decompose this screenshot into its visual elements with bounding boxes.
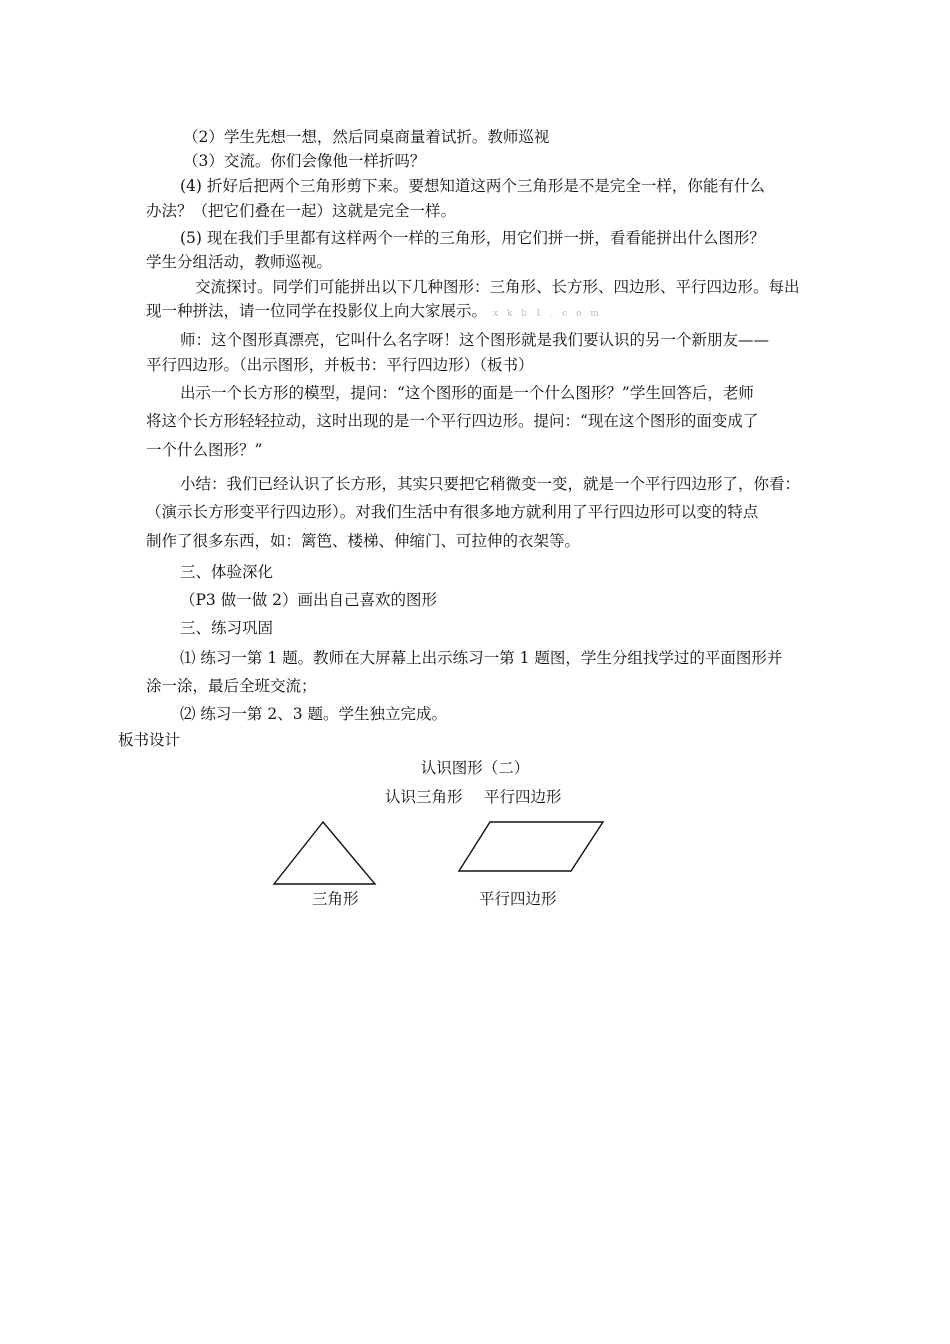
paragraph-rectangle-line-2: 将这个长方形轻轻拉动，这时出现的是一个平行四边形。提问：“现在这个图形的面变成了 <box>146 412 759 430</box>
board-title: 认识图形（二） <box>420 759 530 777</box>
paragraph-teacher-line-1: 师：这个图形真漂亮，它叫什么名字呀！这个图形就是我们要认识的另一个新朋友—— <box>180 331 770 349</box>
paragraph-summary-line-2: （演示长方形变平行四边形）。对我们生活中有很多地方就利用了平行四边形可以变的特点 <box>146 503 759 521</box>
triangle-label: 三角形 <box>312 890 359 908</box>
paragraph-rectangle-line-3: 一个什么图形？” <box>146 441 263 459</box>
watermark-text: x k b 1 . c o m <box>493 309 602 319</box>
paragraph-p3-activity: （P3 做一做 2）画出自己喜欢的图形 <box>180 591 438 609</box>
paragraph-teacher-line-2: 平行四边形。（出示图形，并板书：平行四边形）（板书） <box>146 356 534 374</box>
discussion-text: 现一种拼法，请一位同学在投影仪上向大家展示。 <box>146 302 488 320</box>
board-subtitle-triangle: 认识三角形 <box>385 788 463 806</box>
paragraph-step-4-line-1: (4) 折好后把两个三角形剪下来。要想知道这两个三角形是不是完全一样，你能有什么 <box>180 177 765 195</box>
parallelogram-label: 平行四边形 <box>479 890 557 908</box>
parallelogram-shape <box>459 822 603 871</box>
paragraph-exercise-1-line-1: ⑴ 练习一第 1 题。教师在大屏幕上出示练习一第 1 题图，学生分组找学过的平面图形并 <box>180 649 783 667</box>
paragraph-exercise-2: ⑵ 练习一第 2、3 题。学生独立完成。 <box>180 705 448 723</box>
paragraph-discussion-line-1: 交流探讨。同学们可能拼出以下几种图形：三角形、长方形、四边形、平行四边形。每出 <box>195 278 800 296</box>
paragraph-step-5-line-1: (5) 现在我们手里都有这样两个一样的三角形，用它们拼一拼，看看能拼出什么图形？ <box>180 229 765 247</box>
paragraph-step-3: （3）交流。你们会像他一样折吗？ <box>183 152 426 170</box>
board-design-heading: 板书设计 <box>118 731 181 749</box>
paragraph-rectangle-line-1: 出示一个长方形的模型，提问：“这个图形的面是一个什么图形？”学生回答后，老师 <box>180 384 754 402</box>
section-heading-experience: 三、体验深化 <box>180 563 274 581</box>
paragraph-step-5-line-2: 学生分组活动，教师巡视。 <box>146 253 333 271</box>
paragraph-step-2: （2）学生先想一想，然后同桌商量着试折。教师巡视 <box>183 128 550 146</box>
section-heading-practice: 三、练习巩固 <box>180 619 274 637</box>
paragraph-step-4-line-2: 办法？（把它们叠在一起）这就是完全一样。 <box>146 202 457 220</box>
paragraph-exercise-1-line-2: 涂一涂，最后全班交流； <box>146 677 317 695</box>
board-subtitle-parallelogram: 平行四边形 <box>484 788 562 806</box>
paragraph-summary-line-1: 小结：我们已经认识了长方形，其实只要把它稍微变一变，就是一个平行四边形了，你看： <box>180 475 801 493</box>
paragraph-summary-line-3: 制作了很多东西，如：篱笆、楼梯、伸缩门、可拉伸的衣架等。 <box>146 532 581 550</box>
triangle-shape <box>274 822 375 884</box>
